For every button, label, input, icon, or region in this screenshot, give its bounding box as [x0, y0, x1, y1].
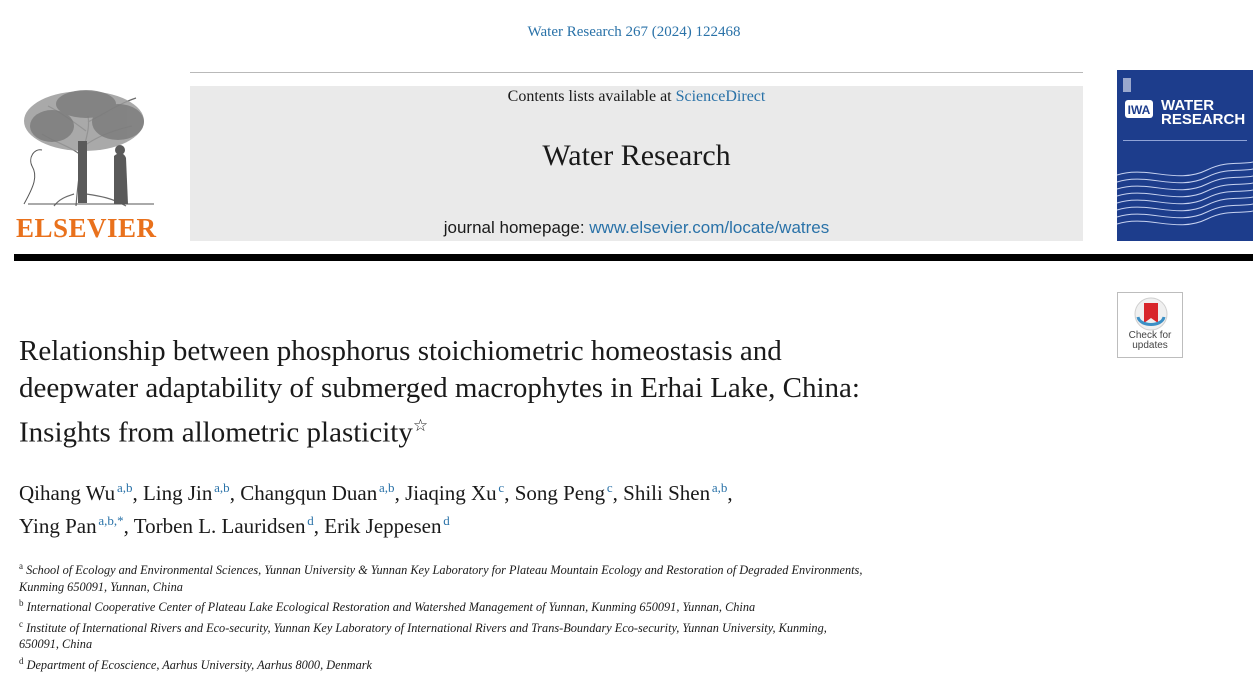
author-separator: , — [132, 481, 143, 505]
author-affiliation-mark[interactable]: a,b — [711, 480, 728, 495]
affiliation-text: Department of Ecoscience, Aarhus University, Aarhus 8000, Denmark — [26, 657, 372, 672]
author-affiliation-mark[interactable]: c — [606, 480, 613, 495]
author-separator: , — [504, 481, 515, 505]
author-affiliation-mark[interactable]: a,b,* — [98, 513, 124, 528]
cover-waves-icon — [1117, 70, 1253, 241]
check-for-updates-button[interactable] — [1117, 292, 1183, 358]
affiliation-mark: d — [19, 655, 24, 666]
author-separator: , — [229, 481, 241, 505]
publisher-name: ELSEVIER — [16, 213, 157, 243]
author-affiliation-mark[interactable]: a,b — [379, 480, 395, 495]
journal-homepage-link[interactable]: www.elsevier.com/locate/watres — [589, 218, 830, 237]
sciencedirect-link[interactable]: ScienceDirect — [675, 88, 766, 105]
citation-line — [0, 24, 1260, 41]
affiliation-item — [19, 653, 1119, 674]
author-affiliation-mark[interactable]: a,b — [116, 480, 133, 495]
author-name[interactable]: Qihang Wu — [19, 481, 116, 505]
author-list — [19, 474, 1119, 540]
journal-name: Water Research — [542, 139, 731, 172]
title-footnote-mark[interactable]: ☆ — [412, 416, 429, 435]
title-line1: Relationship between phosphorus stoichiometric homeostasis and — [19, 335, 782, 367]
affiliation-text: Institute of International Rivers and Eco-security, Yunnan Key Laboratory of International Rivers and Trans-Boundary Eco-security, Yunnan University, Kunming, — [26, 620, 827, 635]
journal-homepage-line — [190, 218, 1083, 238]
crossmark-bookmark-icon — [1118, 295, 1184, 335]
author-affiliation-mark[interactable]: d — [443, 513, 450, 528]
author-separator: , — [727, 481, 733, 505]
affiliation-item — [19, 616, 1119, 653]
contents-available-line — [190, 88, 1083, 106]
author-name[interactable]: Ying Pan — [19, 514, 97, 538]
author-separator: , — [612, 481, 624, 505]
author-name[interactable]: Ling Jin — [142, 481, 213, 505]
svg-text:IWA: IWA — [1127, 103, 1151, 117]
homepage-prefix: journal homepage: — [443, 218, 590, 237]
author-name[interactable]: Shili Shen — [623, 481, 711, 505]
author-affiliation-mark[interactable]: d — [307, 513, 314, 528]
affiliation-text: School of Ecology and Environmental Sciences, Yunnan University & Yunnan Key Laboratory for Plateau Mountain Ecology and Restoration of Degraded Environments, — [26, 563, 863, 578]
author-name[interactable]: Torben L. Lauridsen — [133, 514, 306, 538]
author-line-1 — [19, 474, 1119, 507]
journal-banner — [190, 86, 1083, 241]
title-line3 — [19, 407, 1089, 452]
author-separator: , — [394, 481, 406, 505]
cover-title-line2: RESEARCH — [1161, 111, 1246, 128]
author-name[interactable]: Erik Jeppesen — [324, 514, 442, 538]
author-separator: , — [123, 514, 134, 538]
cover-title — [1161, 99, 1245, 127]
author-separator: , — [313, 514, 325, 538]
journal-cover[interactable] — [1117, 70, 1253, 241]
author-affiliation-mark[interactable]: c — [498, 480, 505, 495]
affiliation-mark: c — [19, 618, 23, 629]
cover-title-line1: WATER — [1161, 97, 1215, 114]
affiliation-text-cont: 650091, China — [19, 637, 93, 652]
author-name[interactable]: Changqun Duan — [240, 481, 378, 505]
crossmark-label-line1: Check for — [1128, 330, 1172, 341]
author-name[interactable]: Song Peng — [514, 481, 606, 505]
crossmark-label-line2: updates — [1132, 340, 1168, 351]
contents-prefix: Contents lists available at — [507, 88, 676, 105]
title-line3-text: Insights from allometric plasticity — [19, 416, 413, 449]
author-name[interactable]: Jiaqing Xu — [405, 481, 497, 505]
header-thick-rule — [14, 254, 1253, 261]
affiliation-text: International Cooperative Center of Plateau Lake Ecological Restoration and Watershed Management of Yunnan, Kunming 650091, Yunnan, China — [26, 600, 756, 615]
title-line2: deepwater adaptability of submerged macrophytes in Erhai Lake, China: — [19, 372, 860, 404]
journal-citation-link[interactable]: Water Research 267 (2024) 122468 — [527, 24, 741, 40]
crossmark-label — [1118, 331, 1182, 351]
affiliation-mark: a — [19, 561, 23, 571]
affiliation-item — [19, 558, 1119, 595]
tree-icon — [14, 86, 160, 211]
article-title — [19, 333, 1089, 452]
affiliation-text-cont: Kunming 650091, Yunnan, China — [19, 579, 183, 594]
author-line-2 — [19, 507, 1119, 540]
affiliation-mark: b — [19, 598, 24, 609]
header-divider — [190, 72, 1083, 73]
affiliation-item — [19, 595, 1119, 616]
affiliation-list — [19, 558, 1119, 673]
author-affiliation-mark[interactable]: a,b — [214, 480, 230, 495]
